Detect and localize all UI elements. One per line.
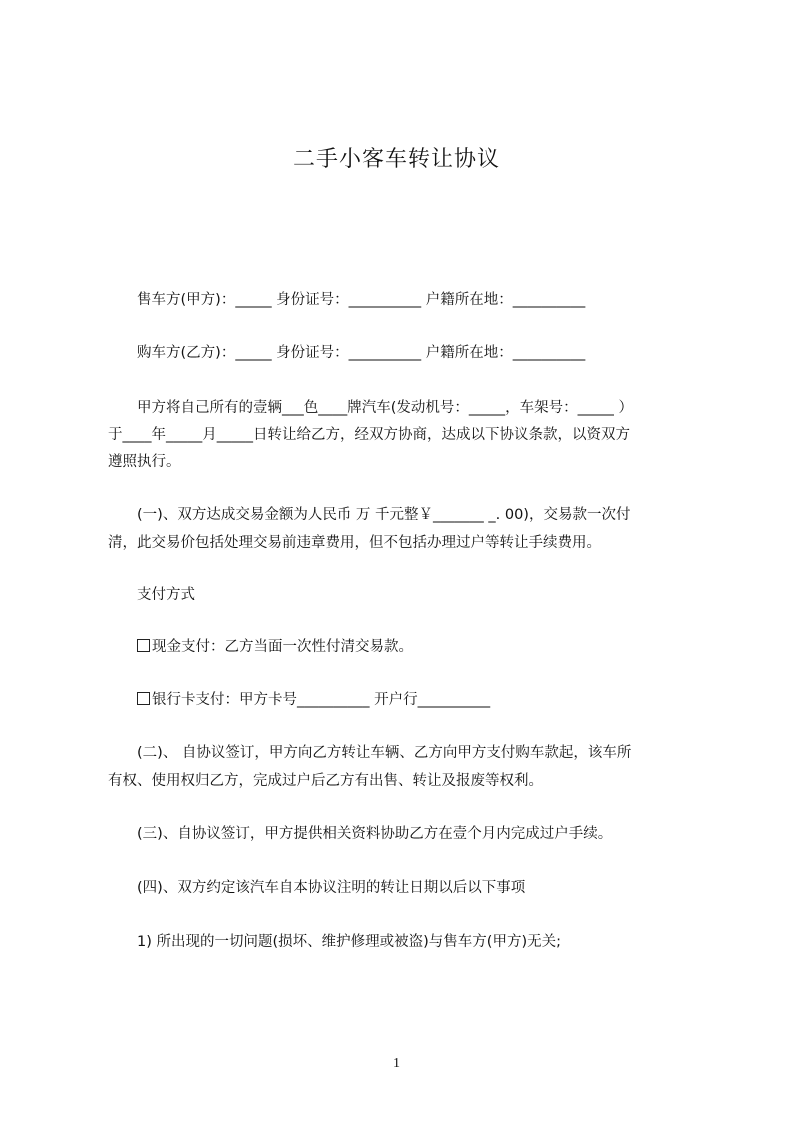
clause-3: (三)、自协议签订，甲方提供相关资料协助乙方在壹个月内完成过户手续。 xyxy=(137,826,613,842)
payment-option-cash xyxy=(137,637,749,657)
intro-line-1: 甲方将自己所有的壹辆___色____牌汽车(发动机号：_____，车架号：_____ ） xyxy=(137,400,634,416)
intro-line-2: 于____年_____月_____日转让给乙方，经双方协商，达成以下协议条款，以资双方 xyxy=(108,427,630,443)
page-number: 1 xyxy=(393,1056,400,1071)
checkbox-icon xyxy=(137,639,150,652)
clause-1-line-1: (一)、双方达成交易金额为人民币 万 千元整￥_______ _. 00)，交易款一次付 xyxy=(137,507,631,523)
intro-line-3: 遵照执行。 xyxy=(108,454,181,470)
clause-2-line-1: (二)、 自协议签订，甲方向乙方转让车辆、乙方向甲方支付购车款起，该车所 xyxy=(137,745,632,761)
checkbox-icon xyxy=(137,692,150,705)
seller-info-line: 售车方(甲方)：_____ 身份证号：__________ 户籍所在地：__________ xyxy=(137,292,586,308)
payment-heading: 支付方式 xyxy=(137,587,195,603)
clause-4: (四)、双方约定该汽车自本协议注明的转让日期以后以下事项 xyxy=(137,880,526,896)
payment-option-cash-label: 现金支付：乙方当面一次性付清交易款。 xyxy=(152,639,413,655)
clause-4-item-1: 1) 所出现的一切问题(损坏、维护修理或被盗)与售车方(甲方)无关; xyxy=(137,934,562,950)
clause-2-line-2: 有权、使用权归乙方，完成过户后乙方有出售、转让及报废等权利。 xyxy=(108,773,543,789)
document-title: 二手小客车转让协议 xyxy=(292,147,500,172)
payment-option-bank-label: 银行卡支付：甲方卡号__________ 开户行__________ xyxy=(152,692,491,708)
payment-option-bank xyxy=(137,690,749,710)
buyer-info-line: 购车方(乙方)：_____ 身份证号：__________ 户籍所在地：__________ xyxy=(137,345,586,361)
clause-1-line-2: 清，此交易价包括处理交易前违章费用，但不包括办理过户等转让手续费用。 xyxy=(108,535,601,551)
